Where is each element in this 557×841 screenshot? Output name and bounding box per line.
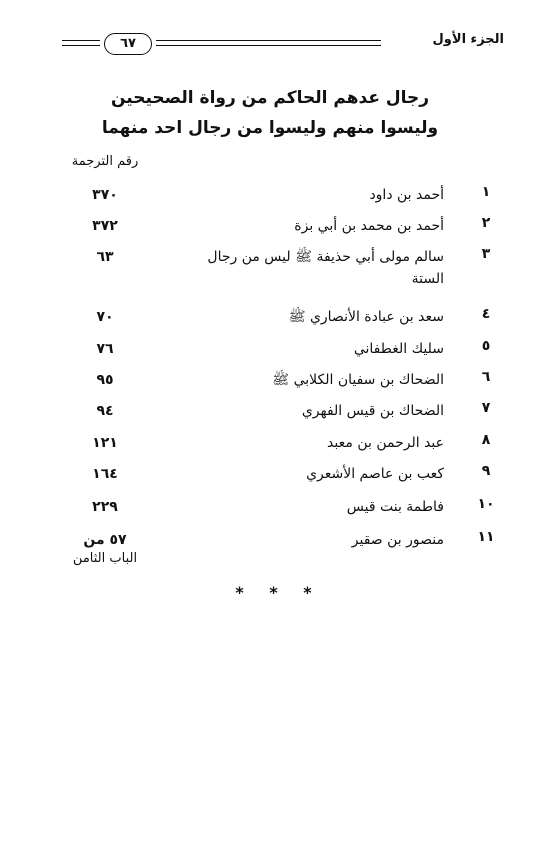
list-item: [60, 338, 500, 366]
entry-name: أحمد بن محمد بن أبي بزة: [294, 218, 444, 234]
entry-number: ١١: [477, 529, 495, 545]
list-item: [60, 529, 500, 575]
section-title-line-2: وليسوا منهم وليسوا من رجال احد منهما: [101, 118, 439, 138]
list-item: [60, 463, 500, 491]
entry-name-line-2: الستة: [411, 271, 444, 287]
entry-number: ٨: [481, 432, 491, 448]
entry-name: منصور بن صقير: [351, 532, 444, 548]
entry-page: ٥٧ من: [83, 532, 127, 548]
entry-number: ٦: [481, 369, 491, 385]
entry-page: ١٦٤: [92, 466, 118, 482]
list-item: [60, 432, 500, 460]
entry-name: أحمد بن داود: [369, 187, 444, 203]
volume-title: الجزء الأول: [432, 32, 504, 47]
entry-number: ٧: [481, 400, 491, 416]
entry-name-line-1: سالم مولى أبي حذيفة ﷺ ليس من رجال: [207, 249, 444, 265]
entry-page: ٧٠: [96, 309, 114, 325]
entry-page: ٦٣: [96, 249, 114, 265]
list-item: [60, 215, 500, 243]
page-header: [62, 30, 504, 60]
entry-number: ٢: [481, 215, 491, 231]
list-item: [60, 246, 500, 296]
header-rule-left-2: [62, 45, 100, 46]
entry-number: ٤: [481, 306, 491, 322]
entry-name: سعد بن عبادة الأنصاري ﷺ: [288, 309, 444, 325]
entry-page: ٧٦: [96, 341, 114, 357]
list-item: [60, 400, 500, 428]
end-ornament: * * *: [235, 583, 322, 602]
page-number: ٦٧: [104, 33, 152, 55]
entry-page: ٩٥: [96, 372, 114, 388]
list-item: [60, 369, 500, 397]
column-label: رقم الترجمة: [71, 154, 139, 169]
entry-name: الضحاك بن قيس الفهري: [301, 403, 444, 419]
entry-name: سليك الغطفاني: [353, 341, 444, 357]
entry-number: ٩: [481, 463, 491, 479]
list-item: [60, 306, 500, 334]
list-item: [60, 496, 500, 524]
entry-name: [184, 246, 444, 290]
entry-number: ٣: [481, 246, 491, 262]
entry-page-note: الباب الثامن: [72, 551, 138, 566]
entry-number: ١٠: [477, 496, 495, 512]
entry-page: ١٢١: [92, 435, 118, 451]
entry-page: ٩٤: [96, 403, 114, 419]
entry-name: فاطمة بنت قيس: [346, 499, 444, 515]
entry-name: الضحاك بن سفيان الكلابي ﷺ: [272, 372, 444, 388]
entry-page: ٣٧٠: [92, 187, 118, 203]
header-rule-mid-2: [156, 45, 381, 46]
header-rule-left: [62, 40, 100, 41]
entry-page: ٢٢٩: [92, 499, 118, 515]
entry-page: ٣٧٢: [92, 218, 118, 234]
entry-name: كعب بن عاصم الأشعري: [306, 466, 444, 482]
section-title-line-1: رجال عدهم الحاكم من رواة الصحيحين: [110, 88, 430, 108]
entry-number: ١: [481, 184, 491, 200]
header-rule-mid: [156, 40, 381, 41]
list-item: [60, 184, 500, 212]
entry-number: ٥: [481, 338, 491, 354]
entry-name: عبد الرحمن بن معبد: [327, 435, 444, 451]
